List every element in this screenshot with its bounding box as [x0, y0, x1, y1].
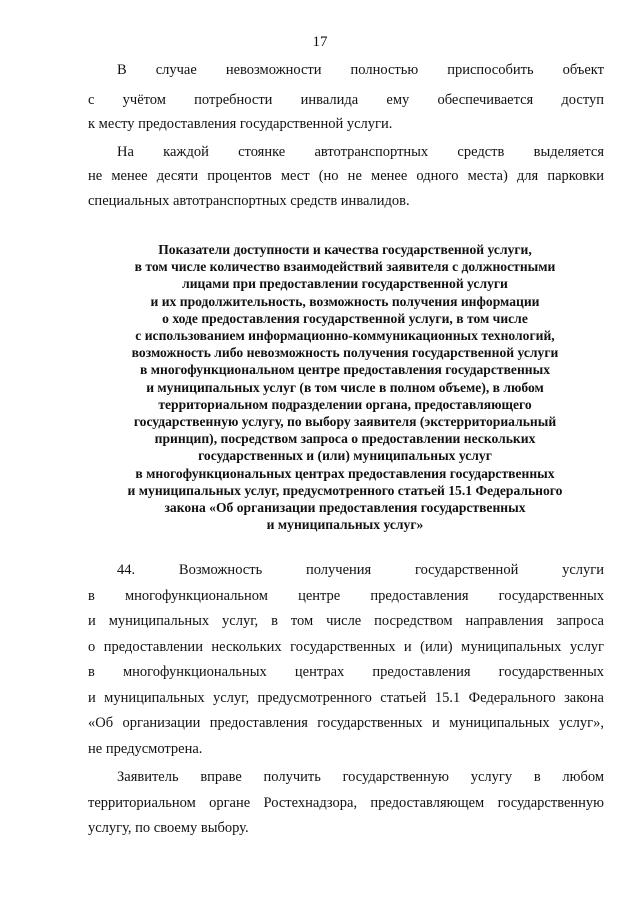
- para44-line-4: о предоставлении нескольких государственных и (или) муниципальных услуг: [88, 639, 604, 655]
- para2-line-1: На каждой стоянке автотранспортных средств выделяется: [117, 144, 604, 160]
- para44-line-6: и муниципальных услуг, предусмотренного статьей 15.1 Федерального закона: [88, 690, 604, 706]
- heading-line: закона «Об организации предоставления государственных: [164, 500, 526, 516]
- heading-line: с использованием информационно-коммуникационных технологий,: [135, 328, 555, 344]
- heading-line: государственных и (или) муниципальных услуг: [198, 448, 492, 464]
- para44-line-7: «Об организации предоставления государственных и муниципальных услуг»,: [88, 715, 604, 731]
- para2-line-3: специальных автотранспортных средств инвалидов.: [88, 193, 410, 209]
- para44-line-3: и муниципальных услуг, в том числе посредством направления запроса: [88, 613, 604, 629]
- para1-line-1: В случае невозможности полностью приспособить объект: [117, 62, 604, 78]
- heading-line: о ходе предоставления государственной услуги, в том числе: [162, 310, 528, 326]
- heading-line: и муниципальных услуг»: [266, 517, 424, 533]
- heading-line: принцип), посредством запроса о предоставлении нескольких: [154, 431, 536, 447]
- para1-line-2: с учётом потребности инвалида ему обеспечивается доступ: [88, 92, 604, 108]
- heading-line: Показатели доступности и качества государственной услуги,: [158, 242, 532, 257]
- section-heading: [60, 241, 630, 533]
- heading-line: территориальном подразделении органа, предоставляющего: [158, 396, 532, 412]
- para44-line-1: 44. Возможность получения государственной услуги: [117, 562, 604, 578]
- heading-line: в многофункциональном центре предоставления государственных: [139, 362, 551, 378]
- para-last-line-2: территориальном органе Ростехнадзора, предоставляющем государственную: [88, 795, 604, 811]
- para2-line-2: не менее десяти процентов мест (но не менее одного места) для парковки: [88, 168, 604, 184]
- heading-line: государственную услугу, по выбору заявителя (экстерриториальный: [133, 414, 557, 430]
- heading-line: возможность либо невозможность получения государственной услуги: [131, 345, 559, 361]
- page-number: 17: [312, 34, 328, 50]
- heading-line: и муниципальных услуг (в том числе в полном объеме), в любом: [146, 379, 544, 395]
- heading-line: и муниципальных услуг, предусмотренного статьей 15.1 Федерального: [127, 482, 563, 498]
- para44-line-5: в многофункциональных центрах предоставления государственных: [88, 664, 604, 680]
- heading-line: в том числе количество взаимодействий заявителя с должностными: [134, 259, 556, 275]
- heading-line: лицами при предоставлении государственной услуги: [182, 276, 508, 292]
- heading-line: в многофункциональных центрах предоставления государственных: [135, 465, 555, 481]
- para1-line-3: к месту предоставления государственной услуги.: [88, 116, 393, 132]
- para-last-line-3: услугу, по своему выбору.: [88, 820, 249, 836]
- para44-line-2: в многофункциональном центре предоставления государственных: [88, 588, 604, 604]
- para-last-line-1: Заявитель вправе получить государственную услугу в любом: [117, 769, 604, 785]
- heading-line: и их продолжительность, возможность получения информации: [150, 293, 540, 309]
- para44-line-8: не предусмотрена.: [88, 741, 203, 757]
